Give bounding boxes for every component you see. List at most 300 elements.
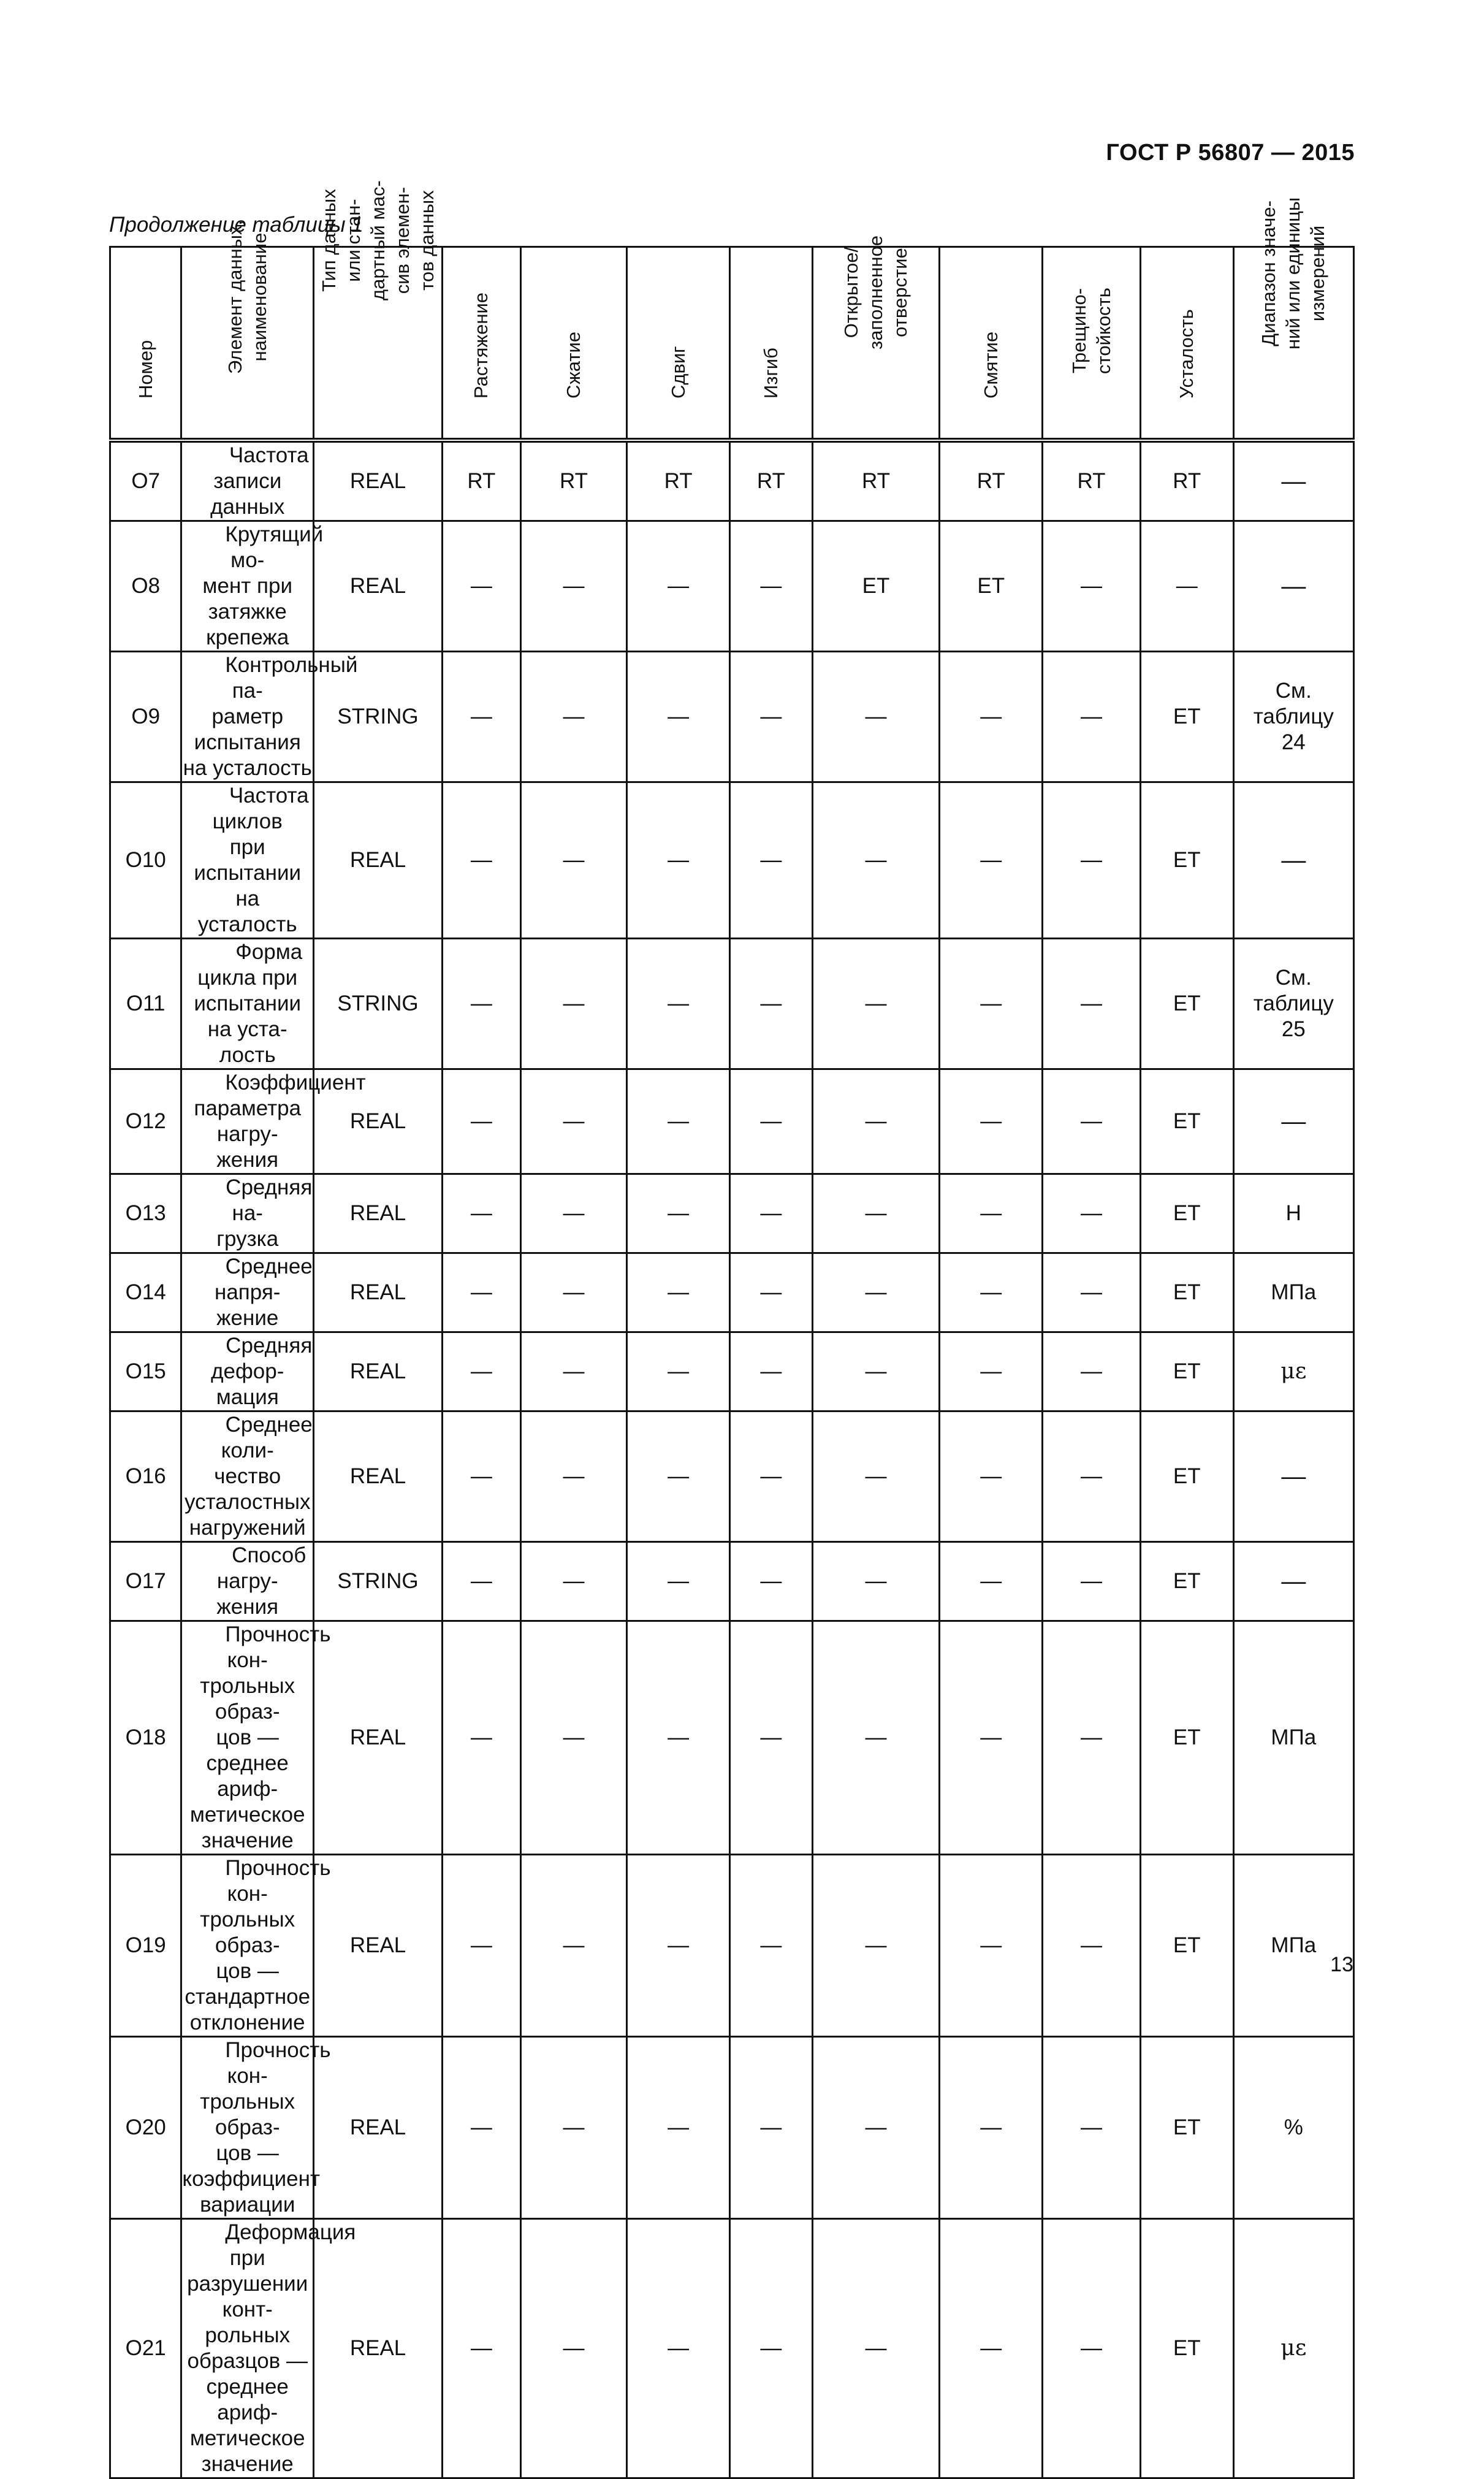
- row-number: O9: [110, 652, 181, 782]
- test-type-cell-toughness: —: [1043, 1174, 1141, 1253]
- range-or-units: [1233, 2037, 1353, 2219]
- test-type-cell-bearing: —: [940, 2037, 1043, 2219]
- column-header-label: [134, 340, 158, 399]
- data-type: REAL: [314, 440, 443, 521]
- test-type-cell-compression: —: [520, 1174, 626, 1253]
- element-name-line: Частота записи: [213, 443, 309, 493]
- column-header-label: [759, 348, 783, 399]
- test-type-cell-fatigue: ET: [1140, 782, 1233, 939]
- data-type: REAL: [314, 1332, 443, 1411]
- test-type-cell-bending: —: [730, 2037, 813, 2219]
- element-name-line: при испытании на: [194, 835, 302, 911]
- test-type-cell-toughness: —: [1043, 652, 1141, 782]
- test-type-cell-fatigue: ET: [1140, 2037, 1233, 2219]
- row-number: O17: [110, 1542, 181, 1621]
- test-type-cell-hole: —: [812, 1253, 940, 1332]
- range-or-units: [1233, 939, 1353, 1069]
- row-number: O11: [110, 939, 181, 1069]
- test-type-cell-fatigue: ET: [1140, 1542, 1233, 1621]
- test-type-cell-bearing: ET: [940, 521, 1043, 652]
- column-header-type: [314, 180, 443, 441]
- column-header-toughness: [1043, 247, 1141, 441]
- test-type-cell-toughness: —: [1043, 1855, 1141, 2037]
- test-type-cell-shear: —: [627, 1332, 730, 1411]
- element-name-line: грузка: [216, 1227, 279, 1251]
- test-type-cell-fatigue: ET: [1140, 2219, 1233, 2478]
- element-name-line: метическое значение: [189, 1803, 305, 1852]
- test-type-cell-bending: RT: [730, 440, 813, 521]
- test-type-cell-toughness: RT: [1043, 440, 1141, 521]
- test-type-cell-toughness: —: [1043, 1411, 1141, 1542]
- column-header-label: [839, 235, 913, 350]
- test-type-cell-compression: —: [520, 521, 626, 652]
- column-header-label-line: Элемент данных,: [224, 220, 246, 374]
- element-name: [181, 2219, 356, 2478]
- row-number: O18: [110, 1621, 181, 1855]
- column-header-label-line: Смятие: [980, 331, 1002, 399]
- test-type-cell-bending: —: [730, 1253, 813, 1332]
- row-number: O20: [110, 2037, 181, 2219]
- test-type-cell-shear: RT: [627, 440, 730, 521]
- table-row: [110, 782, 1354, 939]
- element-name-line: чество усталостных: [184, 1464, 311, 1514]
- element-name: [181, 1855, 331, 2037]
- element-name-line: Средняя дефор-: [211, 1334, 313, 1383]
- column-header-label-line: сив элемен-: [391, 186, 413, 294]
- range-line: —: [1281, 847, 1306, 874]
- test-type-cell-tension: —: [443, 2037, 521, 2219]
- row-number: O19: [110, 1855, 181, 2037]
- test-type-cell-bending: —: [730, 1621, 813, 1855]
- element-name: [181, 1069, 366, 1174]
- test-type-cell-tension: —: [443, 1253, 521, 1332]
- range-or-units: [1233, 652, 1353, 782]
- element-name-line: параметра нагру-: [194, 1096, 302, 1146]
- test-type-cell-shear: —: [627, 939, 730, 1069]
- test-type-cell-shear: —: [627, 1069, 730, 1174]
- test-type-cell-hole: —: [812, 2037, 940, 2219]
- test-type-cell-compression: —: [520, 1332, 626, 1411]
- test-type-cell-shear: —: [627, 1621, 730, 1855]
- column-header-bearing: [940, 247, 1043, 441]
- element-name-line: мация: [216, 1385, 279, 1409]
- test-type-cell-hole: —: [812, 652, 940, 782]
- test-type-cell-hole: —: [812, 1855, 940, 2037]
- test-type-cell-bearing: —: [940, 1069, 1043, 1174]
- test-type-cell-compression: —: [520, 2037, 626, 2219]
- element-name-line: жение: [216, 1306, 279, 1330]
- test-type-cell-bearing: —: [940, 1332, 1043, 1411]
- element-name-line: Контрольный па-: [225, 653, 358, 703]
- element-name-line: Способ нагру-: [216, 1543, 306, 1593]
- test-type-cell-bearing: —: [940, 1855, 1043, 2037]
- element-name-line: нагружений: [189, 1516, 306, 1540]
- column-header-label-line: Номер: [134, 340, 156, 399]
- data-type: REAL: [314, 1174, 443, 1253]
- element-name-line: крепежа: [206, 625, 289, 649]
- element-name-line: лость: [219, 1043, 276, 1067]
- range-or-units: [1233, 1855, 1353, 2037]
- test-type-cell-shear: —: [627, 1253, 730, 1332]
- column-header-bending: [730, 247, 813, 441]
- test-type-cell-tension: —: [443, 1411, 521, 1542]
- row-number: O8: [110, 521, 181, 652]
- element-name: [181, 1411, 314, 1542]
- column-header-label: [1067, 288, 1116, 374]
- test-type-cell-tension: —: [443, 1332, 521, 1411]
- column-header-name: [181, 220, 314, 441]
- test-type-cell-hole: —: [812, 1069, 940, 1174]
- test-type-cell-toughness: —: [1043, 1253, 1141, 1332]
- range-line: —: [1281, 573, 1306, 600]
- test-type-cell-fatigue: ET: [1140, 1855, 1233, 2037]
- element-name-line: Среднее коли-: [221, 1413, 313, 1462]
- column-header-label: [317, 180, 439, 300]
- test-type-cell-toughness: —: [1043, 782, 1141, 939]
- test-type-cell-bearing: —: [940, 1253, 1043, 1332]
- element-name-line: цов — коэффициент: [182, 2141, 320, 2191]
- range-line: 25: [1281, 1017, 1306, 1041]
- table-row: [110, 2219, 1354, 2478]
- element-name: [181, 521, 324, 652]
- column-header-tension: [443, 247, 521, 441]
- element-name-line: Среднее напря-: [215, 1255, 313, 1304]
- table-header-row: [110, 247, 1354, 441]
- column-header-label-line: Изгиб: [759, 348, 782, 399]
- data-type: STRING: [314, 1542, 443, 1621]
- element-name-line: рольных образцов —: [187, 2323, 308, 2373]
- data-type: REAL: [314, 2219, 443, 2478]
- test-type-cell-shear: —: [627, 1542, 730, 1621]
- test-type-cell-bearing: —: [940, 939, 1043, 1069]
- test-type-cell-bearing: —: [940, 2219, 1043, 2478]
- element-name-line: жения: [216, 1595, 279, 1619]
- element-name-line: Коэффициент: [225, 1071, 366, 1094]
- table-row: [110, 652, 1354, 782]
- table-row: [110, 1069, 1354, 1174]
- range-line: —: [1281, 1108, 1306, 1135]
- test-type-cell-bending: —: [730, 652, 813, 782]
- column-header-shear: [627, 247, 730, 441]
- test-type-cell-hole: —: [812, 1411, 940, 1542]
- column-header-label-line: Сжатие: [563, 331, 585, 399]
- test-type-cell-toughness: —: [1043, 2219, 1141, 2478]
- row-number: O21: [110, 2219, 181, 2478]
- element-name-line: Форма цикла при: [197, 940, 303, 990]
- range-line: με: [1280, 1359, 1307, 1384]
- column-header-fatigue: [1140, 247, 1233, 441]
- test-type-cell-toughness: —: [1043, 939, 1141, 1069]
- row-number: O10: [110, 782, 181, 939]
- range-or-units: [1233, 782, 1353, 939]
- column-header-num: [110, 247, 181, 441]
- element-name-line: Прочность кон-: [225, 2038, 331, 2088]
- column-header-label-line: Диапазон значе-: [1258, 201, 1280, 346]
- element-name-line: на усталость: [183, 756, 312, 780]
- test-type-cell-hole: —: [812, 1174, 940, 1253]
- test-type-cell-bearing: —: [940, 1411, 1043, 1542]
- data-type: REAL: [314, 1855, 443, 2037]
- data-type: REAL: [314, 2037, 443, 2219]
- test-type-cell-toughness: —: [1043, 1332, 1141, 1411]
- test-type-cell-shear: —: [627, 1855, 730, 2037]
- column-header-label-line: стойкость: [1092, 288, 1114, 374]
- table-row: [110, 939, 1354, 1069]
- element-name-line: среднее ариф-: [206, 2375, 289, 2424]
- column-header-hole: [812, 235, 940, 441]
- element-name: [181, 2037, 331, 2219]
- range-line: МПа: [1271, 1933, 1317, 1957]
- data-type: STRING: [314, 939, 443, 1069]
- data-type: STRING: [314, 652, 443, 782]
- range-line: таблицу: [1253, 705, 1334, 728]
- column-header-label: [223, 220, 272, 374]
- test-type-cell-fatigue: RT: [1140, 440, 1233, 521]
- column-header-label-line: ний или единицы: [1282, 197, 1304, 350]
- table-row: [110, 521, 1354, 652]
- range-or-units: [1233, 1253, 1353, 1332]
- test-type-cell-bending: —: [730, 1174, 813, 1253]
- test-type-cell-tension: —: [443, 939, 521, 1069]
- test-type-cell-tension: —: [443, 1069, 521, 1174]
- table-row: [110, 2037, 1354, 2219]
- data-type: REAL: [314, 1069, 443, 1174]
- row-number: O15: [110, 1332, 181, 1411]
- table-row: [110, 1855, 1354, 2037]
- table-row: [110, 1542, 1354, 1621]
- test-type-cell-bearing: —: [940, 1174, 1043, 1253]
- test-type-cell-bending: —: [730, 939, 813, 1069]
- test-type-cell-bending: —: [730, 1855, 813, 2037]
- test-type-cell-shear: —: [627, 1174, 730, 1253]
- test-type-cell-toughness: —: [1043, 2037, 1141, 2219]
- element-name: [181, 782, 314, 939]
- range-line: με: [1280, 2336, 1307, 2361]
- range-line: См.: [1275, 966, 1312, 990]
- element-name-line: вариации: [200, 2193, 295, 2217]
- test-type-cell-bending: —: [730, 782, 813, 939]
- test-type-cell-shear: —: [627, 652, 730, 782]
- column-header-label: [1174, 309, 1199, 399]
- table-body: [110, 440, 1354, 2478]
- test-type-cell-tension: —: [443, 2219, 521, 2478]
- column-header-label-line: или стан-: [342, 199, 364, 282]
- element-name-line: данных: [210, 495, 285, 519]
- data-type: REAL: [314, 521, 443, 652]
- column-header-label-line: Усталость: [1176, 309, 1198, 399]
- element-name: [181, 1542, 314, 1621]
- test-type-cell-hole: ET: [812, 521, 940, 652]
- test-type-cell-compression: —: [520, 939, 626, 1069]
- element-name: [181, 939, 314, 1069]
- range-or-units: [1233, 521, 1353, 652]
- element-name: [181, 1174, 314, 1253]
- test-type-cell-bending: —: [730, 1069, 813, 1174]
- range-line: %: [1284, 2115, 1303, 2139]
- element-name-line: трольных образ-: [200, 2090, 295, 2139]
- column-header-label: [469, 292, 493, 399]
- data-type: REAL: [314, 1621, 443, 1855]
- test-type-cell-bearing: RT: [940, 440, 1043, 521]
- test-type-cell-toughness: —: [1043, 521, 1141, 652]
- column-header-label-line: отверстие: [889, 248, 911, 337]
- test-type-cell-bearing: —: [940, 782, 1043, 939]
- element-name-line: Средняя на-: [226, 1175, 313, 1225]
- test-type-cell-tension: —: [443, 1174, 521, 1253]
- test-type-cell-bending: —: [730, 521, 813, 652]
- row-number: O13: [110, 1174, 181, 1253]
- element-name-line: испытании на уста-: [194, 991, 302, 1041]
- test-type-cell-fatigue: ET: [1140, 1069, 1233, 1174]
- test-type-cell-compression: —: [520, 652, 626, 782]
- range-or-units: [1233, 1332, 1353, 1411]
- range-line: Н: [1285, 1201, 1301, 1225]
- test-type-cell-fatigue: ET: [1140, 652, 1233, 782]
- test-type-cell-bearing: —: [940, 1542, 1043, 1621]
- test-type-cell-bending: —: [730, 2219, 813, 2478]
- column-header-label-line: тов данных: [416, 190, 438, 291]
- test-type-cell-hole: —: [812, 2219, 940, 2478]
- test-type-cell-compression: —: [520, 1069, 626, 1174]
- element-name-line: метическое значение: [189, 2426, 305, 2476]
- test-type-cell-hole: —: [812, 1542, 940, 1621]
- test-type-cell-tension: —: [443, 1621, 521, 1855]
- range-or-units: [1233, 440, 1353, 521]
- range-or-units: [1233, 2219, 1353, 2478]
- element-name: [181, 440, 314, 521]
- range-line: таблицу: [1253, 991, 1334, 1015]
- element-name: [181, 1621, 331, 1855]
- test-type-cell-shear: —: [627, 2037, 730, 2219]
- test-type-cell-fatigue: ET: [1140, 939, 1233, 1069]
- test-type-cell-compression: RT: [520, 440, 626, 521]
- table-row: [110, 440, 1354, 521]
- column-header-label-line: Открытое/: [840, 246, 862, 338]
- test-type-cell-shear: —: [627, 521, 730, 652]
- page-number: 13: [1330, 1953, 1353, 1976]
- test-type-cell-tension: —: [443, 782, 521, 939]
- range-or-units: [1233, 1621, 1353, 1855]
- test-type-cell-compression: —: [520, 1621, 626, 1855]
- element-name-line: цов — стандартное: [185, 1959, 311, 2009]
- element-name: [181, 1253, 314, 1332]
- data-type: REAL: [314, 1253, 443, 1332]
- test-type-cell-tension: RT: [443, 440, 521, 521]
- element-name-line: трольных образ-: [200, 1908, 295, 1957]
- row-number: O16: [110, 1411, 181, 1542]
- column-header-compression: [520, 247, 626, 441]
- test-type-cell-fatigue: ET: [1140, 1411, 1233, 1542]
- test-type-cell-bending: —: [730, 1542, 813, 1621]
- test-type-cell-hole: —: [812, 939, 940, 1069]
- element-name-line: Прочность кон-: [225, 1622, 331, 1672]
- test-type-cell-shear: —: [627, 1411, 730, 1542]
- element-name-line: Деформация при: [225, 2220, 356, 2270]
- test-type-cell-fatigue: ET: [1140, 1621, 1233, 1855]
- test-type-cell-bearing: —: [940, 1621, 1043, 1855]
- test-type-cell-bending: —: [730, 1332, 813, 1411]
- element-name-line: Прочность кон-: [225, 1856, 331, 1906]
- column-header-label-line: измерений: [1307, 225, 1329, 322]
- test-type-cell-hole: —: [812, 1332, 940, 1411]
- test-type-cell-compression: —: [520, 2219, 626, 2478]
- element-name: [181, 1332, 314, 1411]
- data-type: REAL: [314, 1411, 443, 1542]
- table-row: [110, 1174, 1354, 1253]
- range-or-units: [1233, 1542, 1353, 1621]
- element-name-line: цов — среднее ариф-: [206, 1725, 289, 1801]
- column-header-label-line: дартный мас-: [367, 180, 389, 300]
- element-name: [181, 652, 358, 782]
- range-line: МПа: [1271, 1725, 1317, 1749]
- row-number: O7: [110, 440, 181, 521]
- column-header-label: [666, 346, 691, 399]
- test-type-cell-fatigue: ET: [1140, 1174, 1233, 1253]
- test-type-cell-compression: —: [520, 1542, 626, 1621]
- table-row: [110, 1411, 1354, 1542]
- test-type-cell-fatigue: —: [1140, 521, 1233, 652]
- test-type-cell-tension: —: [443, 1542, 521, 1621]
- column-header-label-line: Тип данных: [318, 189, 340, 292]
- table-row: [110, 1621, 1354, 1855]
- range-or-units: [1233, 1174, 1353, 1253]
- element-name-line: отклонение: [189, 2011, 305, 2034]
- column-header-label: [979, 332, 1003, 399]
- test-type-cell-fatigue: ET: [1140, 1253, 1233, 1332]
- column-header-label-line: заполненное: [865, 235, 887, 350]
- test-type-cell-compression: —: [520, 1855, 626, 2037]
- test-type-cell-shear: —: [627, 2219, 730, 2478]
- range-line: 24: [1281, 730, 1306, 754]
- test-type-cell-bending: —: [730, 1411, 813, 1542]
- test-type-cell-bearing: —: [940, 652, 1043, 782]
- range-or-units: [1233, 1069, 1353, 1174]
- range-line: —: [1281, 1463, 1306, 1490]
- row-number: O12: [110, 1069, 181, 1174]
- test-type-cell-tension: —: [443, 521, 521, 652]
- range-line: —: [1281, 468, 1306, 495]
- column-header-label-line: Растяжение: [470, 292, 492, 399]
- table-caption: Продолжение таблицы 1: [109, 213, 363, 237]
- test-type-cell-toughness: —: [1043, 1621, 1141, 1855]
- test-type-cell-hole: —: [812, 782, 940, 939]
- range-line: —: [1281, 1568, 1306, 1595]
- test-type-cell-hole: RT: [812, 440, 940, 521]
- column-header-range: [1233, 197, 1353, 441]
- test-type-cell-toughness: —: [1043, 1069, 1141, 1174]
- column-header-label-line: Трещино-: [1068, 288, 1090, 374]
- element-name-line: трольных образ-: [200, 1674, 295, 1724]
- column-header-label: [561, 332, 586, 399]
- element-name-line: мент при затяжке: [202, 574, 293, 624]
- range-or-units: [1233, 1411, 1353, 1542]
- range-line: МПа: [1271, 1280, 1317, 1304]
- test-type-cell-compression: —: [520, 1253, 626, 1332]
- test-type-cell-shear: —: [627, 782, 730, 939]
- table-row: [110, 1253, 1354, 1332]
- column-header-label-line: Сдвиг: [667, 346, 689, 399]
- data-type: REAL: [314, 782, 443, 939]
- element-name-line: разрушении конт-: [187, 2272, 308, 2321]
- column-header-label: [1257, 197, 1330, 350]
- range-line: См.: [1275, 679, 1312, 703]
- test-type-cell-tension: —: [443, 652, 521, 782]
- test-type-cell-compression: —: [520, 782, 626, 939]
- row-number: O14: [110, 1253, 181, 1332]
- column-header-label-line: наименование: [248, 232, 270, 362]
- test-type-cell-fatigue: ET: [1140, 1332, 1233, 1411]
- test-type-cell-toughness: —: [1043, 1542, 1141, 1621]
